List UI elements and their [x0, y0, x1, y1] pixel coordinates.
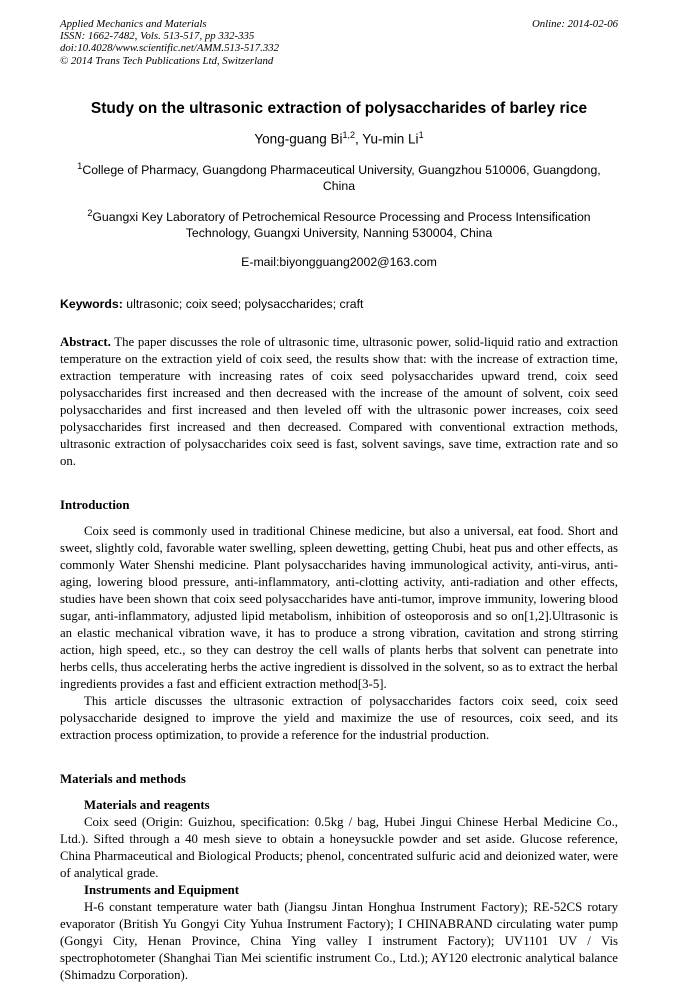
- introduction-paragraph-1: Coix seed is commonly used in traditional Chinese medicine, but also a universal, eat food. Short and sweet, slightly cold, favorable water swelling, spleen dewetting, getting Chubi, heat pus and other effects, as commonly Water Shenshi medicine. Plant polysaccharides having immunological activity, anti-virus, anti-aging, lowering blood pressure, anti-inflammatory, anti-clotting activity, anti-radiation and other effects, studies have been shown that coix seed polysaccharides have anti-tumor, improve immunity, lowering blood sugar, anti-inflammatory, adjusted lipid metabolism, inhibition of osteoporosis and so on[1,2].Ultrasonic is an elastic mechanical vibration wave, it has to produce a strong vibration, cavitation and strong stirring action, high speed, etc., so they can destroy the cell walls of plants herbs that solvent can penetrate into herbs cells, thus accelerating herbs the active ingredient is dissolved in the solvent, so as to extract the herbal ingredients provides a fast and efficient extraction method[3-5].: [60, 523, 618, 691]
- materials-and-reagents-paragraph: Coix seed (Origin: Guizhou, specification: 0.5kg / bag, Hubei Jingui Chinese Herbal Medicine Co., Ltd.). Sifted through a 40 mesh sieve to obtain a honeysuckle powder and set aside. Glucose reference, China Pharmaceutical and Biological Products; phenol, concentrated sulfuric acid and deionized water, were of analytical grade.: [60, 814, 618, 880]
- affiliation-2-text: Guangxi Key Laboratory of Petrochemical Resource Processing and Process Intensification Technology, Guangxi University, Nanning 530004, China: [92, 210, 591, 240]
- authors-line: [60, 127, 618, 148]
- keywords-line: [60, 297, 618, 312]
- keywords-label: Keywords:: [60, 296, 123, 311]
- page-header: [60, 18, 618, 67]
- author-1-affiliation-marks: 1,2: [342, 129, 356, 140]
- introduction-paragraph-2: This article discusses the ultrasonic extraction of polysaccharides factors coix seed, coix seed polysaccharide designed to improve the yield and maximize the use of resources, coix seed, and its extraction process optimization, to provide a reference for the industrial production.: [60, 693, 618, 742]
- abstract-label: Abstract.: [60, 334, 111, 349]
- authors-separator: ,: [355, 131, 363, 147]
- journal-doi-line: doi:10.4028/www.scientific.net/AMM.513-517.332: [60, 42, 280, 55]
- introduction-heading: Introduction: [60, 497, 130, 512]
- author-2-affiliation-marks: 1: [418, 129, 424, 140]
- affiliation-2: [60, 206, 618, 241]
- affiliation-1-text: College of Pharmacy, Guangdong Pharmaceutical University, Guangzhou 510006, Guangdong, China: [82, 163, 601, 193]
- journal-info-block: [60, 18, 279, 67]
- online-date: Online: 2014-02-06: [531, 18, 618, 30]
- journal-issn-line: ISSN: 1662-7482, Vols. 513-517, pp 332-335: [60, 30, 255, 43]
- instruments-and-equipment-paragraph: H-6 constant temperature water bath (Jiangsu Jintan Honghua Instrument Factory); RE-52CS rotary evaporator (British Yu Gongyi City Yuhua Instrument Factory); I CHINABRAND circulating water pump (Gongyi City, Henan Province, China Ying valley I instrument Factory); UV1101 UV / Vis spectrophotometer (Shanghai Tian Mei scientific instrument Co., Ltd.); AY120 electronic analytical balance (Shimadzu Corporation).: [60, 899, 618, 982]
- affiliation-1: [60, 159, 618, 194]
- materials-and-reagents-subheading: Materials and reagents: [84, 797, 210, 812]
- affiliation-1-mark: 1: [77, 161, 83, 172]
- affiliation-2-mark: 2: [87, 208, 93, 219]
- abstract-text: The paper discusses the role of ultrasonic time, ultrasonic power, solid-liquid ratio and extraction temperature on the extraction yield of coix seed, the results show that: with the increase of extraction time, extraction temperature with increasing rates of coix seed polysaccharides upward trend, coix seed polysaccharides first increased and then decreased with the increase of the amount of solvent, coix seed polysaccharides and first increased and then leveled off with the ultrasonic power increases, coix seed polysaccharides first increased and then decreased. Compared with conventional extraction methods, ultrasonic extraction of polysaccharides coix seed is fast, solvent savings, save time, extraction rate and so on.: [60, 334, 618, 468]
- keywords-text: ultrasonic; coix seed; polysaccharides; craft: [122, 296, 364, 311]
- author-2-name: Yu-min Li: [362, 131, 419, 147]
- abstract-paragraph: [60, 334, 618, 470]
- email-line: E-mail:biyongguang2002@163.com: [241, 254, 437, 269]
- journal-copyright-line: © 2014 Trans Tech Publications Ltd, Switzerland: [60, 54, 274, 67]
- materials-and-methods-heading: Materials and methods: [60, 771, 186, 786]
- author-1-name: Yong-guang Bi: [254, 131, 343, 147]
- instruments-and-equipment-subheading: Instruments and Equipment: [84, 882, 240, 897]
- journal-title: Applied Mechanics and Materials: [60, 18, 207, 30]
- paper-title: Study on the ultrasonic extraction of polysaccharides of barley rice: [90, 99, 588, 117]
